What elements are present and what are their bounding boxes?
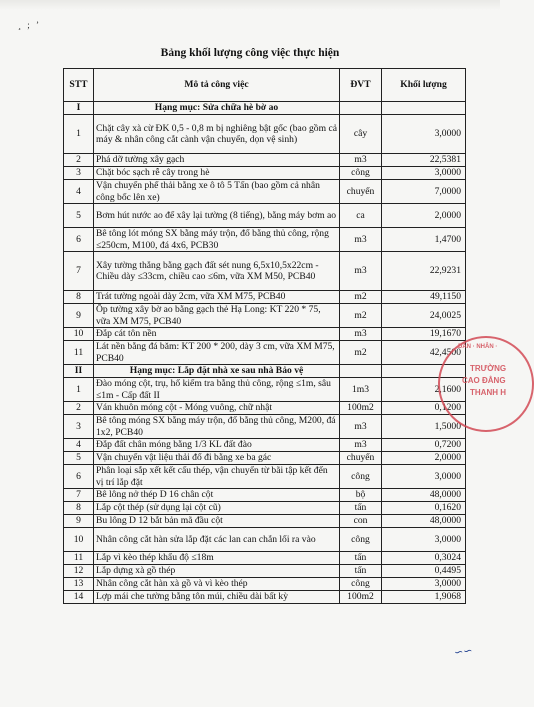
row-stt: 9 <box>64 304 94 328</box>
corner-marks: ¸ ; ’ <box>18 20 41 30</box>
table-row <box>64 304 466 328</box>
row-description: Xây tường thẳng bằng gạch đất sét nung 6,5x10,5x22cm - Chiều dày ≤33cm, chiều cao ≤6m, vữa XM M50, PCB40 <box>94 252 340 291</box>
row-unit: m3 <box>340 252 382 291</box>
row-stt: 3 <box>64 415 94 439</box>
row-description: Bu lông D 12 bắt bản mã đầu cột <box>94 515 340 528</box>
row-description: Nhân công cắt hàn xà gồ và vì kèo thép <box>94 578 340 591</box>
row-stt: 6 <box>64 465 94 489</box>
page-title: Bảng khối lượng công việc thực hiện <box>160 47 340 59</box>
row-quantity: 0,1620 <box>382 502 466 515</box>
stamp-line-2: CAO ĐẲNG <box>462 376 506 385</box>
row-quantity: 7,0000 <box>382 180 466 204</box>
row-description: Bê lông nở thép D 16 chân cột <box>94 489 340 502</box>
row-description: Đắp cát tôn nền <box>94 328 340 341</box>
section-row <box>64 365 466 378</box>
row-description: Ốp tường xây bờ ao bằng gạch thẻ Hạ Long: KT 220 * 75, vữa XM M75, PCB40 <box>94 304 340 328</box>
row-quantity: 19,1670 <box>382 328 466 341</box>
row-stt: 1 <box>64 115 94 154</box>
row-description: Lợp mái che tường bằng tôn múi, chiều dài bất kỳ <box>94 591 340 604</box>
row-quantity: 49,1150 <box>382 291 466 304</box>
row-quantity: 3,0000 <box>382 167 466 180</box>
row-description: Lắp cột thép (sử dụng lại cột cũ) <box>94 502 340 515</box>
row-description: Trát tường ngoài dày 2cm, vữa XM M75, PCB40 <box>94 291 340 304</box>
table-row <box>64 452 466 465</box>
row-stt: 2 <box>64 402 94 415</box>
row-unit: chuyến <box>340 452 382 465</box>
table-row <box>64 115 466 154</box>
work-volume-table-wrapper <box>63 68 465 604</box>
row-description: Vận chuyển vật liệu thải đổ đi bằng xe ba gác <box>94 452 340 465</box>
section-title: Hạng mục: Sửa chữa hè bờ ao <box>94 102 340 115</box>
table-row <box>64 591 466 604</box>
row-stt: 4 <box>64 180 94 204</box>
scan-edge <box>0 0 500 10</box>
row-description: Phân loại sắp xết kết cấu thép, vận chuyển từ bãi tập kết đến vị trí lắp đặt <box>94 465 340 489</box>
table-row <box>64 252 466 291</box>
row-stt: 8 <box>64 502 94 515</box>
header-unit: ĐVT <box>340 69 382 102</box>
row-quantity: 42,4500 <box>382 341 466 365</box>
header-qty: Khối lượng <box>382 69 466 102</box>
row-quantity: 48,0000 <box>382 489 466 502</box>
row-description: Lắp dựng xà gồ thép <box>94 565 340 578</box>
row-quantity: 2,0000 <box>382 452 466 465</box>
row-unit: 1m3 <box>340 378 382 402</box>
table-row <box>64 502 466 515</box>
section-number: II <box>64 365 94 378</box>
section-title: Hạng mục: Lắp đặt nhà xe sau nhà Bảo vệ <box>94 365 340 378</box>
row-unit: con <box>340 515 382 528</box>
table-row <box>64 552 466 565</box>
row-description: Lát nền bằng đá băm: KT 200 * 200, dày 3 cm, vữa XM M75, PCB40 <box>94 341 340 365</box>
table-row <box>64 341 466 365</box>
row-unit: công <box>340 528 382 552</box>
row-stt: 8 <box>64 291 94 304</box>
table-row <box>64 565 466 578</box>
row-stt: 6 <box>64 228 94 252</box>
row-description: Nhân công cắt hàn sửa lắp đặt các lan can chắn lối ra vào <box>94 528 340 552</box>
row-stt: 13 <box>64 578 94 591</box>
header-desc: Mô tả công việc <box>94 69 340 102</box>
row-stt: 1 <box>64 378 94 402</box>
row-description: Đào móng cột, trụ, hố kiểm tra bằng thủ công, rộng ≤1m, sâu ≤1m - Cấp đất II <box>94 378 340 402</box>
row-quantity: 3,0000 <box>382 528 466 552</box>
stamp-arc-text: DÂN · NHÂN · <box>458 344 498 350</box>
row-unit: m2 <box>340 291 382 304</box>
row-unit: công <box>340 465 382 489</box>
row-quantity: 22,9231 <box>382 252 466 291</box>
row-stt: 14 <box>64 591 94 604</box>
row-unit: chuyến <box>340 180 382 204</box>
row-quantity: 1,9068 <box>382 591 466 604</box>
row-quantity: 1,4700 <box>382 228 466 252</box>
row-unit: tấn <box>340 565 382 578</box>
row-description: Chặt cây xà cừ ĐK 0,5 - 0,8 m bị nghiêng bật gốc (bao gồm cả máy & nhân công cắt cành vận chuyển, dọn vệ sinh) <box>94 115 340 154</box>
row-quantity: 2,1600 <box>382 378 466 402</box>
signature-mark: ∽∽ <box>453 644 474 660</box>
table-row <box>64 528 466 552</box>
table-row <box>64 291 466 304</box>
table-row <box>64 415 466 439</box>
row-quantity: 3,0000 <box>382 465 466 489</box>
row-unit: m3 <box>340 228 382 252</box>
row-unit: m2 <box>340 341 382 365</box>
row-unit: 100m2 <box>340 402 382 415</box>
row-quantity: 24,0025 <box>382 304 466 328</box>
row-description: Bơm hút nước ao để xây lại tường (8 tiếng), bằng máy bơm ao <box>94 204 340 228</box>
row-description: Bê tông móng SX bằng máy trộn, đổ bằng thủ công, M200, đá 1x2, PCB40 <box>94 415 340 439</box>
row-unit: m3 <box>340 154 382 167</box>
stamp-line-3: THANH H <box>470 388 506 397</box>
table-row <box>64 228 466 252</box>
work-volume-table <box>63 68 466 604</box>
header-row <box>64 69 466 102</box>
table-row <box>64 439 466 452</box>
row-quantity: 0,7200 <box>382 439 466 452</box>
row-description: Ván khuôn móng cột - Móng vuông, chữ nhật <box>94 402 340 415</box>
row-quantity: 48,0000 <box>382 515 466 528</box>
row-stt: 9 <box>64 515 94 528</box>
row-quantity: 22,5381 <box>382 154 466 167</box>
row-unit: 100m2 <box>340 591 382 604</box>
row-unit: công <box>340 167 382 180</box>
row-stt: 5 <box>64 452 94 465</box>
section-number: I <box>64 102 94 115</box>
row-unit: tấn <box>340 502 382 515</box>
row-quantity: 0,4495 <box>382 565 466 578</box>
row-unit: bộ <box>340 489 382 502</box>
table-row <box>64 489 466 502</box>
row-stt: 5 <box>64 204 94 228</box>
row-unit: ca <box>340 204 382 228</box>
row-description: Vận chuyển phế thải bằng xe ô tô 5 Tấn (bao gồm cả nhân công bốc lên xe) <box>94 180 340 204</box>
row-stt: 10 <box>64 528 94 552</box>
row-quantity: 0,3024 <box>382 552 466 565</box>
section-qty-empty <box>382 102 466 115</box>
row-stt: 10 <box>64 328 94 341</box>
table-row <box>64 578 466 591</box>
row-stt: 11 <box>64 341 94 365</box>
table-row <box>64 180 466 204</box>
section-row <box>64 102 466 115</box>
row-unit: m3 <box>340 439 382 452</box>
row-unit: m3 <box>340 328 382 341</box>
section-unit-empty <box>340 102 382 115</box>
row-description: Bê tông lót móng SX bằng máy trộn, đổ bằng thủ công, rộng ≤250cm, M100, đá 4x6, PCB30 <box>94 228 340 252</box>
table-row <box>64 154 466 167</box>
table-row <box>64 167 466 180</box>
table-row <box>64 515 466 528</box>
row-quantity: 0,1200 <box>382 402 466 415</box>
row-unit: m3 <box>340 415 382 439</box>
row-stt: 11 <box>64 552 94 565</box>
row-stt: 7 <box>64 489 94 502</box>
section-unit-empty <box>340 365 382 378</box>
row-quantity: 3,0000 <box>382 115 466 154</box>
header-stt: STT <box>64 69 94 102</box>
row-unit: công <box>340 578 382 591</box>
row-stt: 3 <box>64 167 94 180</box>
row-unit: m2 <box>340 304 382 328</box>
row-stt: 2 <box>64 154 94 167</box>
row-stt: 7 <box>64 252 94 291</box>
table-row <box>64 204 466 228</box>
row-stt: 12 <box>64 565 94 578</box>
row-quantity: 2,0000 <box>382 204 466 228</box>
row-unit: cây <box>340 115 382 154</box>
row-stt: 4 <box>64 439 94 452</box>
red-seal-stamp <box>438 336 534 432</box>
row-description: Lắp vì kèo thép khẩu độ ≤18m <box>94 552 340 565</box>
row-unit: tấn <box>340 552 382 565</box>
row-quantity: 3,0000 <box>382 578 466 591</box>
stamp-line-1: TRƯỜNG <box>470 364 507 373</box>
row-description: Chặt bóc sạch rễ cây trong hè <box>94 167 340 180</box>
row-description: Đắp đất chân móng bằng 1/3 KL đất đào <box>94 439 340 452</box>
table-row <box>64 465 466 489</box>
table-body <box>64 102 466 604</box>
table-row <box>64 378 466 402</box>
table-row <box>64 328 466 341</box>
table-row <box>64 402 466 415</box>
row-quantity: 1,5000 <box>382 415 466 439</box>
row-description: Phá dỡ tường xây gạch <box>94 154 340 167</box>
